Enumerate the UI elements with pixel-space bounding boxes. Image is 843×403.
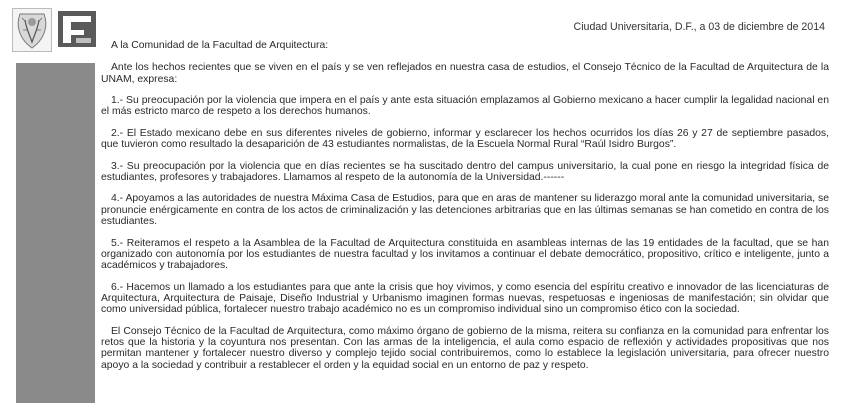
unam-crest-logo [12, 8, 52, 52]
letter-body [101, 40, 829, 381]
letter-greeting: A la Comunidad de la Facultad de Arquitectura: [111, 40, 329, 51]
letter-point-3: 3.- Su preocupación por la violencia que en días recientes se ha suscitado dentro del campus universitario, la cual pone en riesgo la integridad física de estudiantes, profesores y trabajadores. Llamamos al respeto de la autonomía de la Universidad.------ [101, 160, 829, 183]
date-line: Ciudad Universitaria, D.F., a 03 de diciembre de 2014 [573, 21, 825, 33]
letter-point-5: 5.- Reiteramos el respeto a la Asamblea de la Facultad de Arquitectura constituida en asambleas internas de las 19 entidades de la facultad, que se han organizado con autonomía por los estudiantes de nuestra facultad y los invitamos a continuar el debate democrático, propositivo, crítico e inteligente, junto a académicos y trabajadores. [101, 237, 829, 272]
letter-closing: El Consejo Técnico de la Facultad de Arquitectura, como máximo órgano de gobierno de la misma, reitera su confianza en la comunidad para enfrentar los retos que la historia y la coyuntura nos presentan. Con las armas de la inteligencia, el aula como espacio de reflexión y actividades propositivas que nos permitan mantener y fortalecer nuestro diverso y complejo tejido social contribuiremos, como lo establece la legislación universitaria, para ofrecer nuestro apoyo a la sociedad y contribuir a restablecer el orden y la equidad social en un entorno de paz y respeto. [101, 325, 829, 371]
letter-point-2: 2.- El Estado mexicano debe en sus diferentes niveles de gobierno, informar y esclarecer los hechos ocurridos los días 26 y 27 de septiembre pasados, que tuvieron como resultado la desaparición de 43 estudiantes normalistas, de la Escuela Normal Rural “Raúl Isidro Burgos”. [101, 127, 829, 151]
letter-point-4: 4.- Apoyamos a las autoridades de nuestra Máxima Casa de Estudios, para que en aras de mantener su liderazgo moral ante la comunidad universitaria, se pronuncie enérgicamente en contra de los actos de criminalización y las detenciones arbitrarias que en las últimas semanas se han cometido en contra de los estudiantes. [101, 193, 829, 228]
letter-point-1: 1.- Su preocupación por la violencia que impera en el país y ante esta situación emplazamos al Gobierno mexicano a hacer cumplir la legalidad nacional en el más estricto marco de respeto a los derechos humanos. [101, 95, 829, 118]
gray-sidebar-band [16, 63, 95, 403]
letter-point-6: 6.- Hacemos un llamado a los estudiantes para que ante la crisis que hoy vivimos, y como esencia del espíritu creativo e innovador de las licenciaturas de Arquitectura, Arquitectura de Paisaje, Diseño Industrial y Urbanismo imaginen formas nuevas, respetuosas e ingeniosas de manifestación; sin olvidar que como universidad pública, fortalecer nuestro trabajo académico no es un compromiso individual sino un compromiso ético con la sociedad. [101, 281, 829, 316]
faculty-arquitectura-logo [54, 8, 100, 50]
letter-intro: Ante los hechos recientes que se viven en el país y se ven reflejados en nuestra casa de estudios, el Consejo Técnico de la Facultad de Arquitectura de la UNAM, expresa: [101, 62, 829, 85]
